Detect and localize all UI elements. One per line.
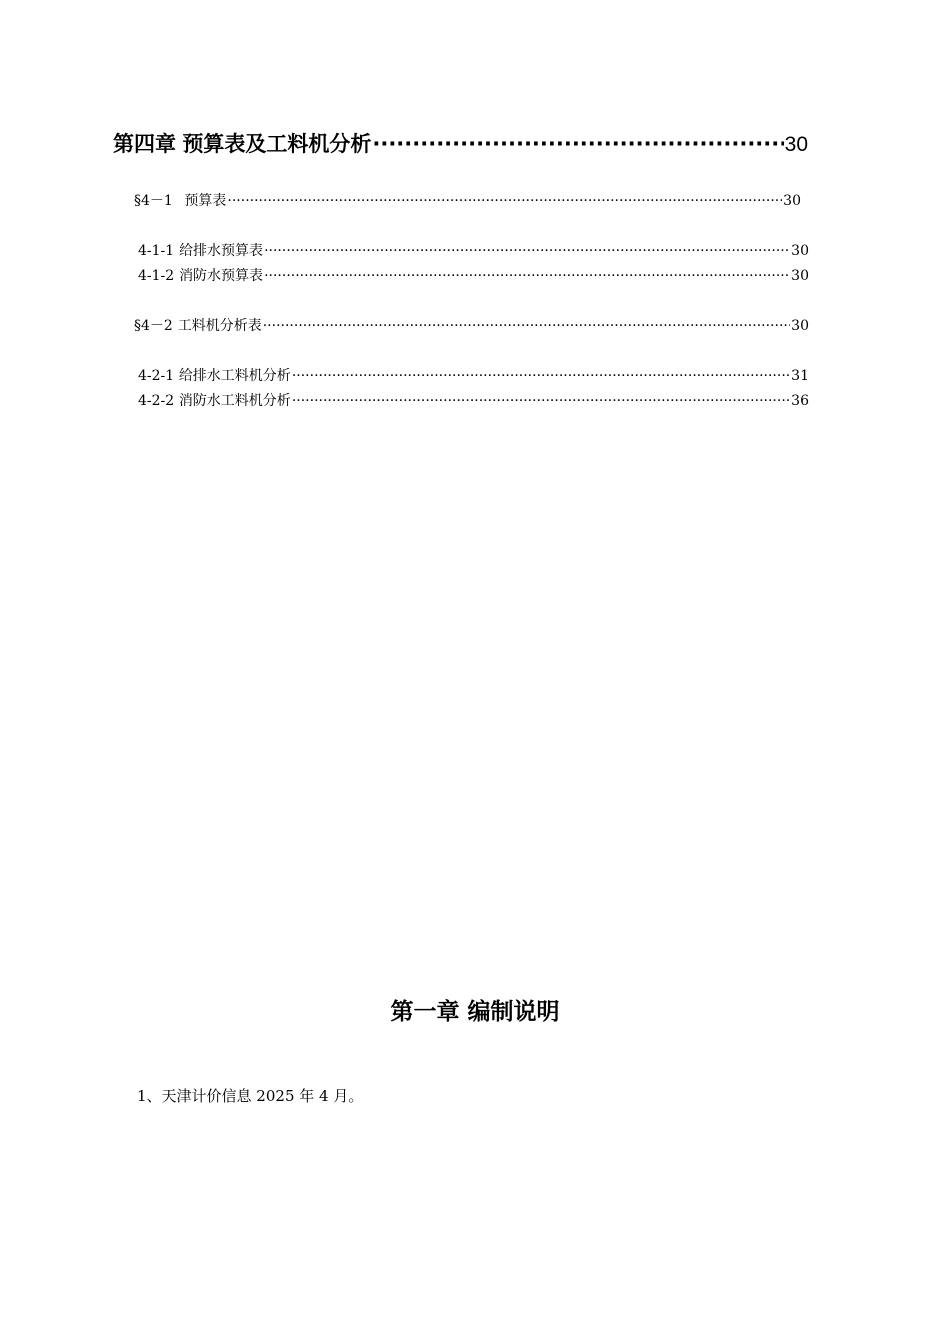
toc-subsection-entry[interactable] [138,265,809,285]
toc-dot-leader [227,193,782,209]
toc-section-title: 工料机分析表 [177,318,262,334]
toc-subsection-title: 消防水工料机分析 [178,393,291,409]
toc-chapter-entry[interactable] [113,128,808,158]
toc-section-number: §4－2 [134,318,173,334]
toc-dot-leader [292,393,790,409]
toc-subsection-entry[interactable] [138,240,809,260]
toc-subsection-title: 给排水工料机分析 [178,368,291,384]
toc-dot-leader [264,268,790,284]
toc-section-number: §4－1 [134,193,173,209]
toc-dot-leader [263,318,790,334]
toc-dot-leader [292,368,790,384]
toc-chapter-number: 第四章 [113,132,176,156]
toc-section-entry[interactable] [134,190,801,210]
toc-section-entry[interactable] [134,315,809,335]
toc-subsection-number: 4-2-1 [138,368,175,384]
chapter-heading: 第一章 编制说明 [390,999,560,1025]
toc-subsection-page: 31 [791,368,809,384]
toc-subsection-number: 4-1-1 [138,243,175,259]
toc-section-title: 预算表 [184,193,227,209]
toc-dot-leader [264,243,790,259]
toc-dot-leader [372,132,783,156]
toc-subsection-page: 36 [791,393,809,409]
toc-subsection-page: 30 [791,243,809,259]
toc-chapter-title: 预算表及工料机分析 [182,132,372,156]
body-paragraph: 1、天津计价信息 2025 年 4 月。 [137,1087,364,1105]
toc-subsection-title: 消防水预算表 [179,268,264,284]
toc-section-page: 30 [783,193,801,209]
toc-subsection-entry[interactable] [138,390,809,410]
toc-subsection-page: 30 [791,268,809,284]
toc-section-page: 30 [791,318,809,334]
toc-subsection-number: 4-2-2 [138,393,175,409]
toc-subsection-number: 4-1-2 [138,268,175,284]
toc-subsection-entry[interactable] [138,365,809,385]
toc-subsection-title: 给排水预算表 [179,243,264,259]
toc-chapter-page: 30 [784,133,808,156]
